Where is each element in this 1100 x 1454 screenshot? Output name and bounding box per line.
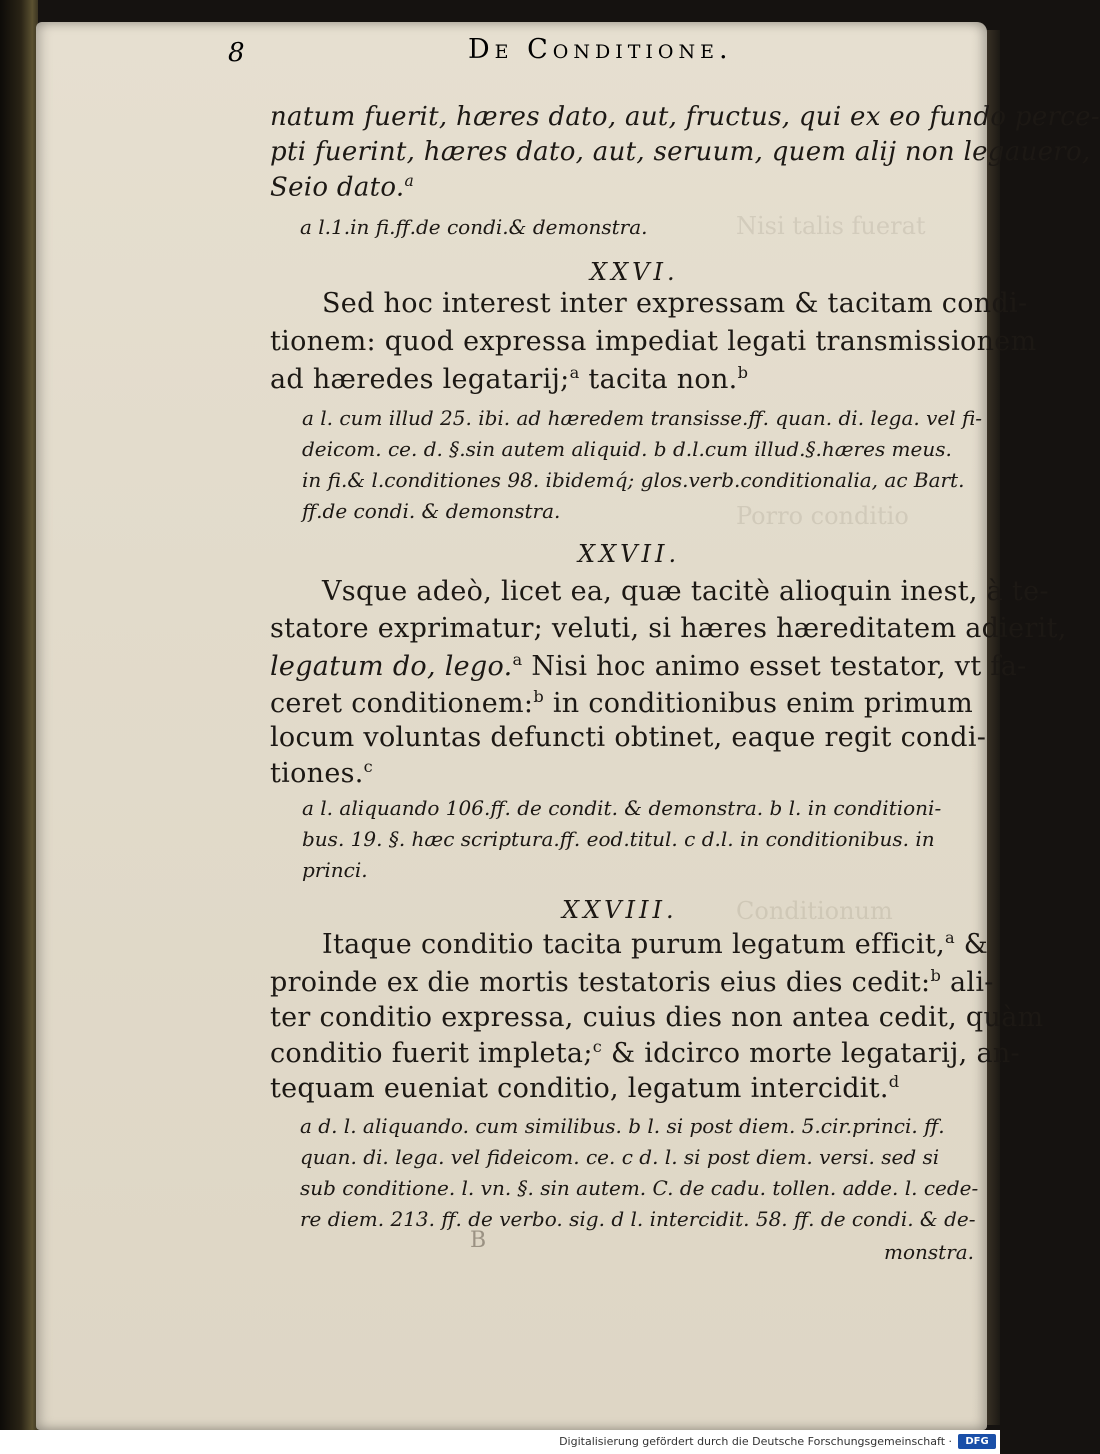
section-heading: XXVI. [590,258,679,286]
text-line: natum fuerit, hæres dato, aut, fructus, qui ex eo fundo perce- [270,102,1100,132]
section-heading: XXVIII. [562,896,678,924]
text-line: Itaque conditio tacita purum legatum efficit,$^a$ & [322,928,989,960]
text-line: proinde ex die mortis testatoris eius dies cedit:$^b$ ali- [270,966,994,998]
footnote-line: sub conditione. l. vn. §. sin autem. C. de cadu. tollen. adde. l. cede- [300,1176,979,1200]
text-line: conditio fuerit impleta;$^c$ & idcirco morte legatarij, an- [270,1037,1020,1069]
text-line: legatum do, lego.$^a$ Nisi hoc animo esset testator, vt fa- [270,650,1027,682]
footnote-line: monstra. [884,1240,975,1264]
text-line: tiones.$^c$ [270,757,374,789]
footnote-line: deicom. ce. d. §.sin autem aliquid. b d.l.cum illud.§.hæres meus. [302,437,952,461]
footnote-line: a d. l. aliquando. cum similibus. b l. si post diem. 5.cir.princi. ff. [300,1114,945,1138]
book-spine [0,0,38,1430]
text-line: ter conditio expressa, cuius dies non antea cedit, quàm [270,1002,1044,1033]
footnote-line: princi. [302,858,368,882]
text-line: tionem: quod expressa impediat legati transmissionem [270,326,1037,357]
show-through-text: Conditionum [736,897,893,925]
footer-credit: Digitalisierung gefördert durch die Deutsche Forschungsgemeinschaft · [559,1435,952,1448]
text-line: tequam eueniat conditio, legatum intercidit.$^d$ [270,1072,900,1104]
page-edge [986,30,1000,1425]
footnote-line: in fi.& l.conditiones 98. ibidemq́; glos.verb.conditionalia, ac Bart. [302,468,965,492]
footnote-line: a l. aliquando 106.ff. de condit. & demonstra. b l. in conditioni- [302,796,942,820]
text-line: ad hæredes legatarij;$^a$ tacita non.$^b$ [270,363,749,395]
show-through-text: Nisi talis fuerat [736,212,926,240]
section-heading: XXVII. [578,540,681,568]
dfg-logo: DFG [958,1434,996,1449]
footnote-line: ff.de condi. & demonstra. [302,499,561,523]
footnote-line: bus. 19. §. hæc scriptura.ff. eod.titul. c d.l. in conditionibus. in [302,827,935,851]
catchword: B [470,1228,487,1253]
show-through-text: Porro conditio [736,502,909,530]
text-line: pti fuerint, hæres dato, aut, seruum, quem alij non legauero, [270,137,1091,167]
footnote-line: a l. cum illud 25. ibi. ad hæredem transisse.ff. quan. di. lega. vel fi- [302,406,983,430]
footnote-line: quan. di. lega. vel fideicom. ce. c d. l. si post diem. versi. sed si [300,1145,940,1169]
footnote-line: a l.1.in fi.ff.de condi.& demonstra. [300,215,648,239]
text-line: statore exprimatur; veluti, si hæres hæreditatem adierit, [270,613,1067,644]
running-head: De Conditione. [468,34,733,65]
text-line: ceret conditionem:$^b$ in conditionibus enim primum [270,687,974,719]
text-line: Sed hoc interest inter expressam & tacitam condi- [322,288,1028,319]
text-line: Vsque adeò, licet ea, quæ tacitè alioquin inest, à te- [322,576,1049,607]
page-number: 8 [228,38,245,68]
footer-bar [0,1430,1000,1454]
text-line: Seio dato.$^a$ [270,172,415,203]
footnote-line: re diem. 213. ff. de verbo. sig. d l. intercidit. 58. ff. de condi. & de- [300,1207,976,1231]
text-line: locum voluntas defuncti obtinet, eaque regit condi- [270,722,987,753]
